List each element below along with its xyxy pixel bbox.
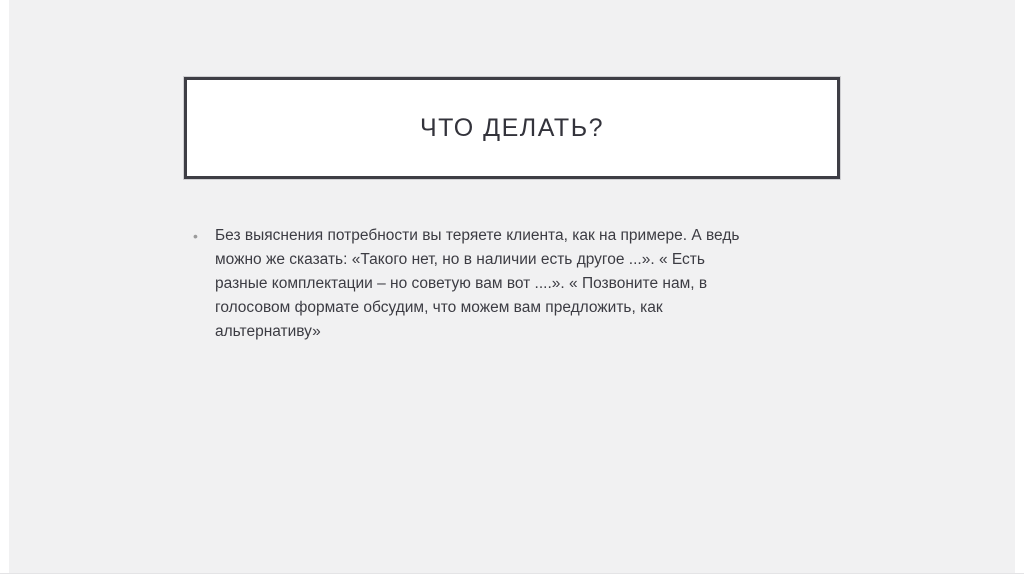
bullet-text-line: альтернативу»: [215, 323, 321, 340]
bullet-text-line: Без выяснения потребности вы теряете клиента, как на примере. А ведь: [215, 227, 740, 244]
bullet-item: [193, 224, 851, 344]
bullet-text-line: можно же сказать: «Такого нет, но в наличии есть другое ...». « Есть: [215, 251, 705, 268]
bullet-list: [193, 224, 851, 344]
bullet-text-line: голосовом формате обсудим, что можем вам предложить, как: [215, 299, 663, 316]
slide-title-box: [184, 77, 840, 179]
bullet-text-line: разные комплектации – но советую вам вот ....». « Позвоните нам, в: [215, 275, 708, 292]
slide-body: [193, 224, 851, 344]
slide-canvas: [9, 0, 1015, 574]
right-margin-strip: [1015, 0, 1024, 574]
slide-title: ЧТО ДЕЛАТЬ?: [419, 113, 605, 142]
bullet-marker-icon: •: [193, 228, 198, 244]
left-margin-strip: [0, 0, 9, 574]
